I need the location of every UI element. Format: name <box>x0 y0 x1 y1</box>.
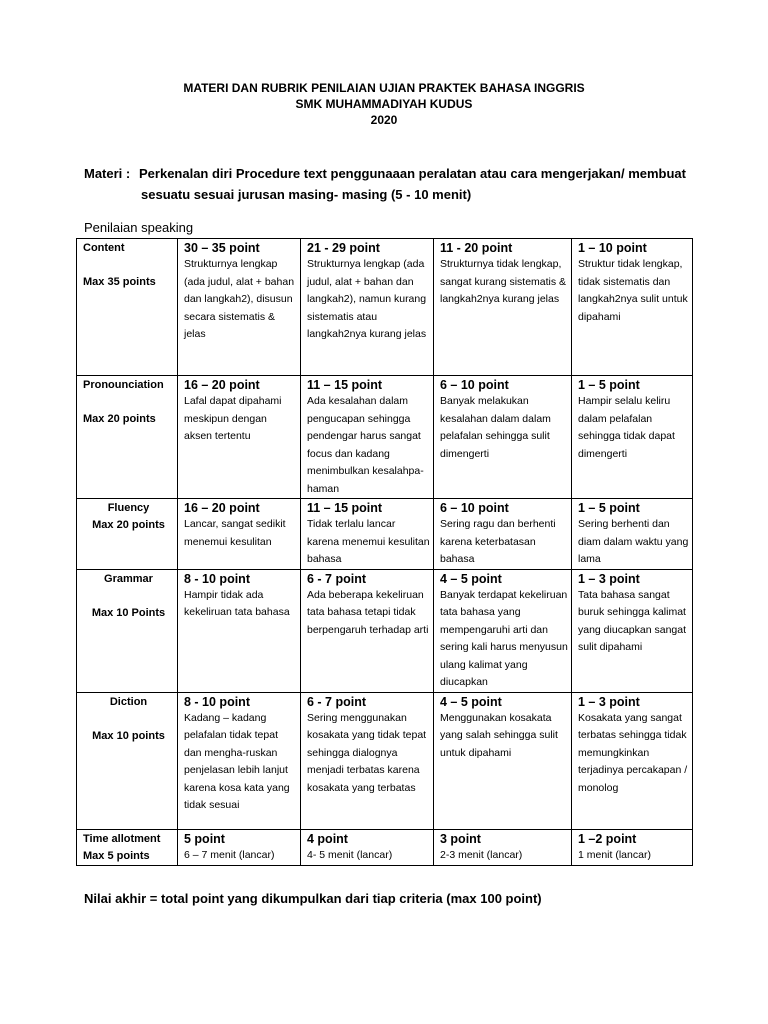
score-cell <box>178 499 301 570</box>
score-points: 16 – 20 point <box>184 378 260 392</box>
score-cell <box>301 376 434 499</box>
criterion-cell <box>77 239 178 376</box>
score-cell <box>434 499 572 570</box>
score-cell <box>178 239 301 376</box>
score-description: Kadang – kadang pelafalan tidak tepat dan mengha-ruskan penjelasan lebih lanjut karena kosa kata yang tidak sesuai <box>184 711 290 811</box>
section-label: Penilaian speaking <box>84 220 194 235</box>
heading-title: MATERI DAN RUBRIK PENILAIAN UJIAN PRAKTEK BAHASA INGGRIS <box>183 81 585 95</box>
criterion-name: Fluency <box>107 502 150 514</box>
materi-text-line1: Perkenalan diri Procedure text penggunaaan peralatan atau cara mengerjakan/ membuat <box>139 166 686 181</box>
heading-school: SMK MUHAMMADIYAH KUDUS <box>295 97 473 111</box>
score-points: 1 –2 point <box>578 831 637 846</box>
score-cell <box>572 829 693 865</box>
score-cell <box>301 692 434 829</box>
score-cell <box>572 569 693 692</box>
score-points: 1 – 5 point <box>578 378 640 392</box>
score-description: Lancar, sangat sedikit menemui kesulitan <box>184 518 286 548</box>
score-points: 4 – 5 point <box>440 694 502 709</box>
score-cell <box>434 376 572 499</box>
score-cell <box>434 569 572 692</box>
materi-label: Materi : <box>84 166 131 181</box>
criterion-name: Grammar <box>104 572 153 585</box>
score-points: 1 – 3 point <box>578 571 640 586</box>
rubric-row-pronounciation <box>77 376 693 499</box>
heading-year: 2020 <box>370 113 398 127</box>
final-score-note: Nilai akhir = total point yang dikumpulkan dari tiap criteria (max 100 point) <box>84 891 542 906</box>
score-points: 4 point <box>307 831 348 846</box>
score-cell <box>301 499 434 570</box>
score-cell <box>572 499 693 570</box>
score-cell <box>301 829 434 865</box>
score-description: 1 menit (lancar) <box>578 848 651 861</box>
criterion-cell <box>77 569 178 692</box>
rubric-row-content <box>77 239 693 376</box>
criterion-max: Max 5 points <box>83 849 150 862</box>
score-description: Sering ragu dan berhenti karena keterbatasan bahasa <box>440 518 556 565</box>
criterion-max: Max 20 points <box>92 519 165 531</box>
score-points: 6 - 7 point <box>307 694 367 709</box>
criterion-max: Max 10 Points <box>91 606 166 619</box>
score-description: Sering berhenti dan diam dalam waktu yang lama <box>578 518 689 565</box>
score-description: Menggunakan kosakata yang salah sehingga sulit untuk dipahami <box>440 711 558 759</box>
score-points: 11 – 15 point <box>307 501 383 515</box>
score-description: Struktur tidak lengkap, tidak sistematis dan langkah2nya sulit untuk dipahami <box>578 258 688 323</box>
criterion-name: Diction <box>109 695 148 708</box>
score-points: 11 - 20 point <box>440 241 513 255</box>
score-points: 6 – 10 point <box>440 378 509 392</box>
score-points: 30 – 35 point <box>184 241 260 255</box>
criterion-max: Max 35 points <box>83 276 156 288</box>
score-description: Strukturnya lengkap (ada judul, alat + bahan dan langkah2), namun kurang sistematis atau langkah2nya kurang jelas <box>307 258 427 340</box>
score-description: Tidak terlalu lancar karena menemui kesulitan bahasa <box>307 518 430 565</box>
score-description: Ada kesalahan dalam pengucapan sehingga pendengar harus sangat focus dan kadang menimbulkan kesalahpa-haman <box>307 395 424 495</box>
score-points: 21 - 29 point <box>307 241 380 255</box>
rubric-row-fluency <box>77 499 693 570</box>
score-points: 4 – 5 point <box>440 571 502 586</box>
score-description: 4- 5 menit (lancar) <box>307 848 393 861</box>
score-cell <box>301 569 434 692</box>
score-description: Banyak melakukan kesalahan dalam dalam pelafalan sehingga sulit dimengerti <box>440 395 551 460</box>
score-cell <box>178 569 301 692</box>
score-cell <box>434 829 572 865</box>
score-cell <box>178 692 301 829</box>
criterion-cell <box>77 499 178 570</box>
criterion-max: Max 20 points <box>83 413 156 425</box>
score-description: 6 – 7 menit (lancar) <box>184 848 275 861</box>
rubric-row-grammar <box>77 569 693 692</box>
criterion-max: Max 10 points <box>92 729 165 742</box>
criterion-cell <box>77 692 178 829</box>
criterion-cell <box>77 829 178 865</box>
score-points: 8 - 10 point <box>184 694 250 709</box>
criterion-cell <box>77 376 178 499</box>
score-cell <box>572 692 693 829</box>
score-cell <box>572 376 693 499</box>
score-description: Sering menggunakan kosakata yang tidak tepat sehingga dialognya menjadi terbatas karena kosakata yang terbatas <box>307 711 427 794</box>
score-cell <box>301 239 434 376</box>
score-description: Kosakata yang sangat terbatas sehingga tidak memungkinkan terjadinya percakapan / monolog <box>578 711 688 794</box>
score-description: Hampir tidak ada kekeliruan tata bahasa <box>184 588 290 618</box>
score-description: Tata bahasa sangat buruk sehingga kalimat yang diucapkan sangat sulit dipahami <box>578 588 686 653</box>
score-description: Banyak terdapat kekeliruan tata bahasa yang mempengaruhi arti dan sering kali harus menyusun ulang kalimat yang diucapkan <box>440 588 568 688</box>
score-cell <box>434 239 572 376</box>
materi-text-line2: sesuatu sesuai jurusan masing- masing (5 - 10 menit) <box>141 187 472 202</box>
score-description: Lafal dapat dipahami meskipun dengan aksen tertentu <box>184 395 282 442</box>
score-points: 11 – 15 point <box>307 378 383 392</box>
score-description: Strukturnya tidak lengkap, sangat kurang sistematis & langkah2nya kurang jelas <box>440 258 567 305</box>
score-cell <box>572 239 693 376</box>
score-points: 3 point <box>440 831 481 846</box>
criterion-name: Content <box>83 242 125 254</box>
score-points: 6 – 10 point <box>440 501 509 515</box>
rubric-row-diction <box>77 692 693 829</box>
score-points: 6 - 7 point <box>307 571 367 586</box>
score-description: 2-3 menit (lancar) <box>440 848 523 861</box>
score-points: 16 – 20 point <box>184 501 260 515</box>
materi-paragraph <box>84 163 686 205</box>
score-points: 1 – 3 point <box>578 694 640 709</box>
score-points: 8 - 10 point <box>184 571 250 586</box>
document-heading <box>0 80 768 128</box>
score-description: Ada beberapa kekeliruan tata bahasa tetapi tidak berpengaruh terhadap arti <box>307 588 429 636</box>
score-description: Strukturnya lengkap (ada judul, alat + bahan dan langkah2), disusun secara sistematis & jelas <box>184 258 295 340</box>
score-points: 1 – 5 point <box>578 501 640 515</box>
rubric-table <box>76 238 693 866</box>
score-points: 1 – 10 point <box>578 241 647 255</box>
score-cell <box>178 376 301 499</box>
score-description: Hampir selalu keliru dalam pelafalan sehingga tidak dapat dimengerti <box>578 395 675 460</box>
criterion-name: Time allotment <box>83 832 161 845</box>
score-cell <box>434 692 572 829</box>
score-points: 5 point <box>184 831 225 846</box>
rubric-row-time-allotment <box>77 829 693 865</box>
criterion-name: Pronounciation <box>83 379 164 391</box>
score-cell <box>178 829 301 865</box>
